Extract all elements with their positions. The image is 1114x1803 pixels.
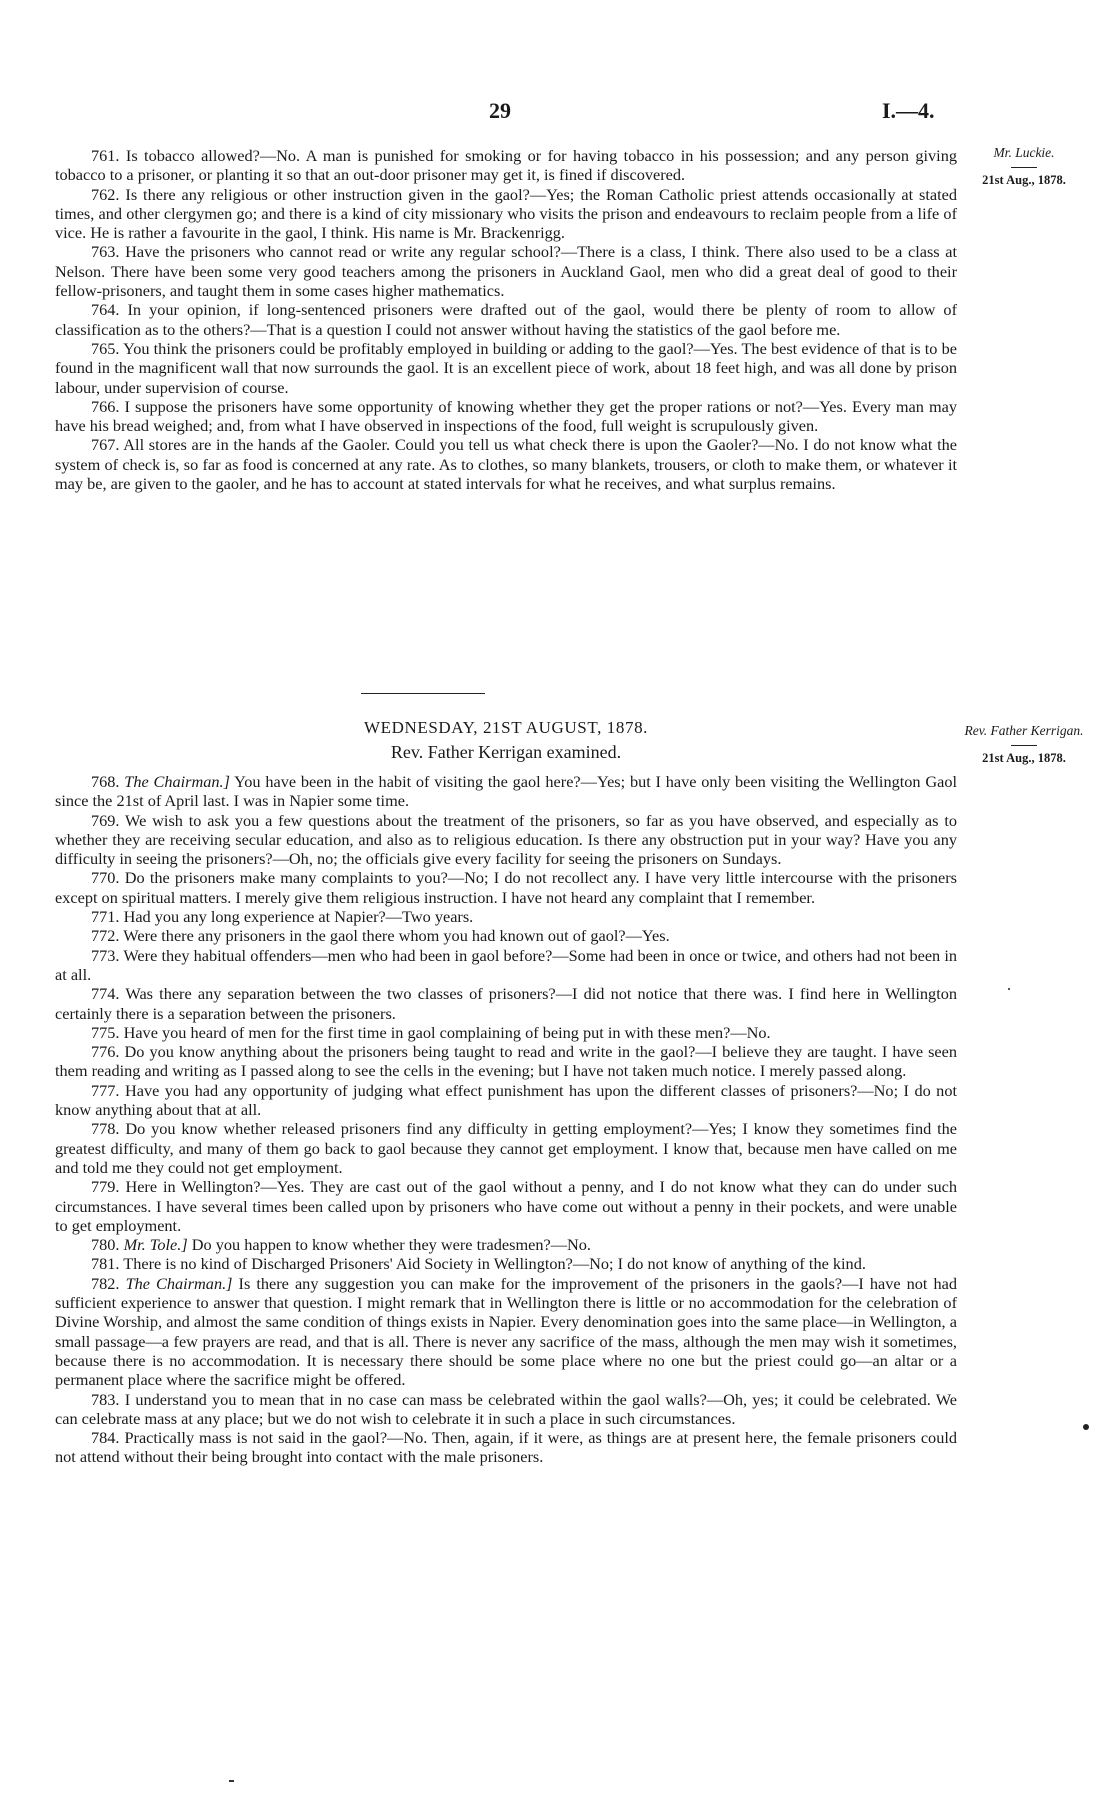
question-text: Was there any separation between the two classes of prisoners?—I did not notice that there was. I find here in Wellington certainly there is a separation between the prisoners. xyxy=(55,984,957,1023)
question-text: Do you know whether released prisoners find any difficulty in getting employment?—Yes; I know they sometimes find the greatest difficulty, and many of them go back to gaol because they cannot get employment. I know that, because men have called on me and told me they could not get employment. xyxy=(55,1119,957,1177)
side-note-rule xyxy=(1011,167,1037,168)
side-note-rule xyxy=(1011,745,1037,746)
question-number: 776. xyxy=(91,1042,120,1062)
question-paragraph: 761. Is tobacco allowed?—No. A man is punished for smoking or for having tobacco in his possession; and any person giving tobacco to a prisoner, or planting it so that an out-door prisoner may get it, is fined if discovered. xyxy=(55,146,957,185)
sitting-date: WEDNESDAY, 21ST AUGUST, 1878. xyxy=(363,718,649,737)
scan-dot xyxy=(1008,988,1010,990)
question-number: 779. xyxy=(91,1177,120,1197)
speaker-label: The Chairman.] xyxy=(124,772,230,791)
question-text: Is there any suggestion you can make for the improvement of the prisoners in the gaols?—I have not had sufficient experience to answer that question. I might remark that in Wellington there is little or no accommodation for the celebration of Divine Worship, and almost the same condition of things exists in Napier. Every denomination goes into the same place—in Wellington, a small passage—a few prayers are read, and that is all. There is never any sacrifice of the mass, although the men may wish it sometimes, because there is no accommodation. It is necessary there should be some place where no one but the priest could go—an altar or a permanent place where the sacrifice might be offered. xyxy=(55,1273,957,1390)
question-text: Practically mass is not said in the gaol?—No. Then, again, if it were, as things are at present here, the female prisoners could not attend without their being brought into contact with the male prisoners. xyxy=(55,1428,958,1467)
question-text: Have you had any opportunity of judging what effect punishment has upon the different classes of prisoners?—No; I do not know anything about that at all. xyxy=(55,1080,957,1120)
question-number: 784. xyxy=(91,1428,120,1448)
section-divider xyxy=(361,693,485,694)
question-number: 769. xyxy=(91,810,120,830)
question-number: 782. xyxy=(91,1273,120,1293)
question-paragraph xyxy=(55,1390,957,1429)
question-text: I understand you to mean that in no case can mass be celebrated within the gaol walls?—Oh, yes; it could be celebrated. We can celebrate mass at any place; but we do not wish to celebrate it in such a place in such circumstances. xyxy=(55,1389,957,1428)
scan-mark xyxy=(1083,1424,1089,1430)
side-note-name: Mr. Luckie. xyxy=(993,145,1055,160)
question-paragraph: 763. Have the prisoners who cannot read or write any regular school?—There is a class, I think. There also used to be a class at Nelson. There have been some very good teachers among the prisoners in Auckland Gaol, men who did a great deal of good to their fellow-prisoners, and taught them in some cases higher mathematics. xyxy=(55,242,957,301)
page-number: 29 xyxy=(489,98,511,123)
side-note-name: Rev. Father Kerrigan. xyxy=(964,723,1084,738)
witness-heading: Rev. Father Kerrigan examined. xyxy=(390,742,622,762)
question-number: 778. xyxy=(91,1119,120,1139)
question-paragraph xyxy=(55,1274,957,1390)
question-text: Here in Wellington?—Yes. They are cast out of the gaol without a penny, and I do not know what they can do under such circumstances. I have several times been called upon by prisoners who have come out without a penny in their pockets, and were unable to get employment. xyxy=(55,1177,957,1235)
question-paragraph xyxy=(55,946,957,985)
question-text: There is no kind of Discharged Prisoners' Aid Society in Wellington?—No; I do not know of anything of the kind. xyxy=(123,1254,866,1274)
question-text: Do the prisoners make many complaints to you?—No; I do not recollect any. I have very little intercourse with the prisoners except on spiritual matters. I merely give them religious instruction. I have not heard any complaint that I remember. xyxy=(55,868,958,907)
question-text: Do you know anything about the prisoners being taught to read and write in the gaol?—I believe they are taught. I have seen them reading and writing as I passed along to see the cells in the evening; but I have not taken much notice. I merely passed along. xyxy=(55,1042,957,1081)
question-paragraph xyxy=(55,1023,957,1042)
document-reference: I.—4. xyxy=(882,98,935,123)
question-paragraph xyxy=(55,1042,957,1081)
question-text: Were there any prisoners in the gaol there whom you had known out of gaol?—Yes. xyxy=(123,926,670,946)
question-number: 772. xyxy=(91,926,120,946)
side-note-witness-2 xyxy=(960,722,1088,767)
question-paragraph xyxy=(55,1119,957,1177)
evidence-block-kerrigan xyxy=(55,772,957,1467)
question-paragraph xyxy=(55,1081,957,1120)
scan-mark-bottom xyxy=(229,1780,234,1782)
question-text: Have you heard of men for the first time in gaol complaining of being put in with these men?—No. xyxy=(123,1022,771,1042)
question-paragraph xyxy=(55,984,957,1023)
question-number: 783. xyxy=(91,1389,120,1409)
question-paragraph xyxy=(55,1235,957,1254)
question-text: You have been in the habit of visiting the gaol here?—Yes; but I have only been visiting the Wellington Gaol since the 21st of April last. I was in Napier some time. xyxy=(55,772,957,811)
question-text: Do you happen to know whether they were tradesmen?—No. xyxy=(187,1235,591,1255)
question-text: We wish to ask you a few questions about the treatment of the prisoners, so far as you have observed, and especially as to whether they are receiving secular education, and also as to religious education. Is there any obstruction put in your way? Have you any difficulty in seeing the prisoners?—Oh, no; the officials give every facility for seeing the prisoners on Sundays. xyxy=(55,810,957,869)
question-number: 773. xyxy=(91,945,120,965)
side-note-date: 21st Aug., 1878. xyxy=(982,751,1066,765)
question-paragraph: 762. Is there any religious or other instruction given in the gaol?—Yes; the Roman Catholic priest attends occasionally at stated times, and other clergymen go; and there is a kind of city missionary who visits the prison and endeavours to reclaim people from a life of vice. He is rather a favourite in the gaol, I think. His name is Mr. Brackenrigg. xyxy=(55,184,957,243)
speaker-label: The Chairman.] xyxy=(125,1273,233,1293)
question-paragraph xyxy=(55,926,957,945)
side-note-date: 21st Aug., 1878. xyxy=(982,173,1066,187)
question-paragraph xyxy=(55,868,957,907)
side-note-witness-1 xyxy=(960,144,1088,189)
question-paragraph xyxy=(55,907,957,926)
question-number: 781. xyxy=(91,1254,120,1274)
question-paragraph: 764. In your opinion, if long-sentenced prisoners were drafted out of the gaol, would there be plenty of room to allow of classification as to the others?—That is a question I could not answer without having the statistics of the gaol before me. xyxy=(55,300,957,339)
question-paragraph: 765. You think the prisoners could be profitably employed in building or adding to the gaol?—Yes. The best evidence of that is to be found in the magnificent wall that now surrounds the gaol. It is an excellent piece of work, about 18 feet high, and was all done by prison labour, under supervision of course. xyxy=(55,338,957,397)
speaker-label: Mr. Tole.] xyxy=(123,1235,188,1255)
question-paragraph xyxy=(55,1254,957,1273)
question-paragraph xyxy=(55,811,957,869)
question-number: 774. xyxy=(91,984,120,1004)
question-paragraph xyxy=(55,1177,957,1235)
question-number: 768. xyxy=(91,772,120,791)
question-paragraph xyxy=(55,1428,957,1467)
question-number: 777. xyxy=(91,1080,120,1100)
question-text: Were they habitual offenders—men who had been in gaol before?—Some had been in once or twice, and others had not been in at all. xyxy=(55,945,957,984)
evidence-block-luckie xyxy=(55,146,957,493)
question-paragraph xyxy=(55,772,957,811)
question-number: 771. xyxy=(91,907,120,927)
question-paragraph: 767. All stores are in the hands af the Gaoler. Could you tell us what check there is upon the Gaoler?—No. I do not know what the system of check is, so far as food is concerned at any rate. As to clothes, so many blankets, trousers, or cloth to make them, or whatever it may be, are given to the gaoler, and he has to account at stated intervals for what he receives, and what surplus remains. xyxy=(55,435,957,494)
question-number: 770. xyxy=(91,868,120,888)
question-number: 780. xyxy=(91,1235,120,1255)
question-number: 775. xyxy=(91,1022,120,1042)
question-paragraph: 766. I suppose the prisoners have some opportunity of knowing whether they get the proper rations or not?—Yes. Every man may have his bread weighed; and, from what I have observed in inspections of the food, full weight is scrupulously given. xyxy=(55,396,957,436)
question-text: Had you any long experience at Napier?—Two years. xyxy=(123,907,474,927)
